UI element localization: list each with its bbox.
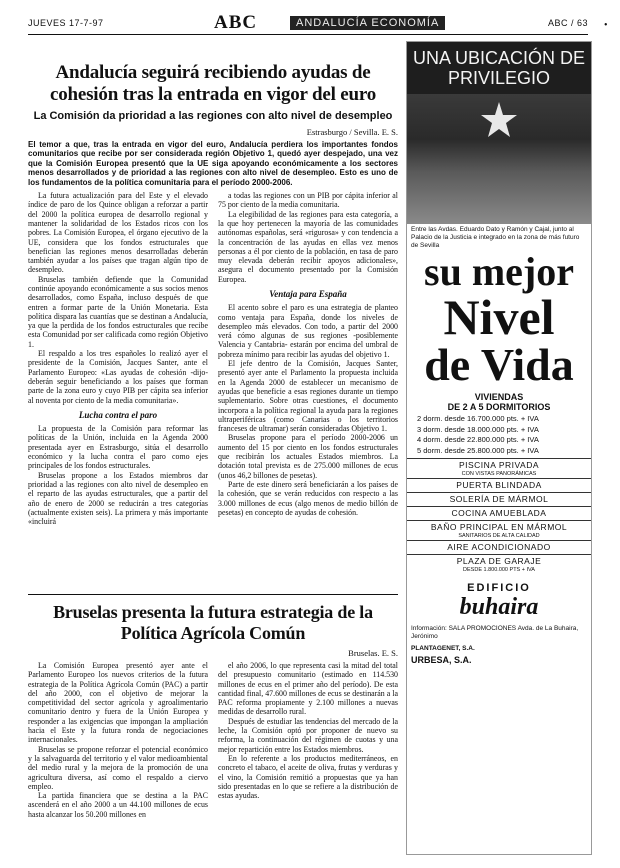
feature-item: SOLERÍA DE MÁRMOL — [407, 492, 591, 506]
paragraph: La Comisión Europea presentó ayer ante el Parlamento Europeo los nuevos criterios de la futura estrategia de la Política Agrícola Común (PAC) a partir del año 2000, con el objetivo de mejorar la competitividad del sector agrícola y agroalimentario comunitario dentro y fuera de la Unión Europea y responder a las exigencias que impongan la ampliación hacia el Este y la futura ronda de negociaciones internacionales. — [28, 661, 208, 745]
paragraph: Bruselas se propone reforzar el potencial económico y la salvaguarda del territorio y el valor medioambiental del medio rural y la mejora de la promoción de una agricultura diversa, así como el respaldo a ciervo empleo. — [28, 744, 208, 791]
ad-slogan-line-3: de Vida — [424, 339, 574, 390]
paragraph: El acento sobre el paro es una estrategia de planteo como ventaja para España, donde los niveles de desempleo más elevados. Con todo, a partir del 2000 verá cómo algunas de sus regiones -posiblemente Valencia y Cantabria- estarán por encima del umbral de pobreza mínimo para recibir las ayudas del objetivo 1. — [218, 303, 398, 359]
article-column-1 — [28, 661, 208, 819]
feature-item: AIRE ACONDICIONADO — [407, 540, 591, 554]
paragraph: a todas las regiones con un PIB por cápita inferior al 75 por ciento de la media comunitaria. — [218, 191, 398, 210]
feature-item: PUERTA BLINDADA — [407, 478, 591, 492]
paragraph: La elegibilidad de las regiones para esta categoría, a la que hoy pertenecen la mayoría de las comunidades autónomas españolas, será «rigurosa» y con tendencia a la concentración de las ayudas en ellas vez menos personas a él por ciento de la población, en tasa de paro muy elevada deberán recibir apoyos adicionales», asegura el documento presentado por la Comisión Europea. — [218, 209, 398, 284]
promoter-name: PLANTAGENET, S.A. — [411, 645, 475, 652]
page-header — [28, 14, 588, 35]
section-label: ANDALUCÍA ECONOMÍA — [290, 16, 445, 30]
feature-item: PISCINA PRIVADA CON VISTAS PANORÁMICAS — [407, 458, 591, 478]
column-heading: Ventaja para España — [269, 289, 347, 299]
real-estate-ad — [406, 41, 592, 855]
article-column-2 — [218, 191, 398, 526]
paragraph: el año 2006, lo que representa casi la mitad del total del presupuesto comunitario (estimado en 114.530 millones de ecus en el primer año del período). De esta cantidad final, 47.600 millones de ecus se destinarán a la PAC reforma propiamente y 2.100 millones a nuevas medidas de desarrollo rural. — [218, 661, 398, 717]
article-column-1 — [28, 191, 208, 526]
ad-headline: UNA UBICACIÓN DE PRIVILEGIO — [407, 42, 591, 94]
feature-item: BAÑO PRINCIPAL EN MÁRMOL SANITARIOS DE ALTA CALIDAD — [407, 520, 591, 540]
article-title: Andalucía seguirá recibiendo ayudas de cohesión tras la entrada en vigor del euro — [49, 62, 377, 105]
paragraph: Bruselas propone para el período 2000-2006 un aumento del 15 por ciento en los fondos estructurales que recibirán los actuales Estados miembros. La dotación total prevista es de 275.000 millones de ecus (unos 46,2 billones de pesetas). — [218, 433, 398, 480]
article-title: Bruselas presenta la futura estrategia de la Política Agrícola Común — [53, 602, 373, 643]
paragraph: En lo referente a los productos mediterráneos, en concreto el tabaco, el aceite de oliva, frutas y verduras y el vino, la Comisión remitió a propuestas que ya han sido presentadas en lo que se refiere a la distribución de estas ayudas. — [218, 753, 398, 801]
price-row: 2 dorm. desde 16.700.000 pts. + IVA — [417, 414, 539, 423]
paragraph: Bruselas también defiende que la Comunidad continúe apoyando económicamente a sus socios menos desarrollados, como España, incluso después de que entren a formar parte de la Unión Monetaria. Esta política dispara las cuantías que se destinan a Andalucía, ya que la perdida de los fondos estructurales que recibe esta Comunidad por ser calificada como región Objetivo 1. — [28, 274, 208, 349]
paragraph: La partida financiera que se destina a la PAC ascenderá en el año 2000 a un 44.100 millones de ecus hasta alcanzar los 50.200 millones en — [28, 791, 208, 819]
article-andalucia — [28, 62, 398, 526]
price-row: 5 dorm. desde 25.800.000 pts. + IVA — [417, 445, 539, 455]
ad-footer — [407, 621, 591, 668]
paragraph: La futura actualización para del Este y el elevado índice de paro de los Quince obligan a reforzar a partir del 2000 la política europea de desarrollo regional y mantener la solidaridad de los Estados ricos con los pobres. La Comisión Europea, el órgano ejecutivo de la UE, considera que los fondos estructurales que benefician las regiones menos desarrolladas deberán también ayudar a los países que tragan algún tipo de desempleo. — [28, 191, 208, 275]
corner-mark-icon: • — [604, 20, 608, 31]
star-emblem-icon — [479, 100, 519, 140]
newspaper-logo: ABC — [214, 12, 258, 33]
article-lead: El temor a que, tras la entrada en vigor del euro, Andalucía perdiera los importantes fondos comunitarios que recibe por ser considerada región Objetivo 1, quedó ayer despejado, una vez que la Comisión Europea presentó que la UE siga apoyando económicamente a los sectores menos desarrollados y de prioridad a las regiones con alto nivel de desempleo. Esto es uno de los fundamentos de la política comunitaria para el período 2000-2006. — [28, 140, 398, 187]
article-pac — [28, 602, 398, 819]
article-subtitle: La Comisión da prioridad a las regiones con alto nivel de desempleo — [33, 110, 393, 122]
page-number: ABC / 63 — [547, 18, 588, 28]
ad-slogan-line-1: su mejor — [424, 249, 574, 294]
article-byline: Estrasburgo / Sevilla. E. S. — [306, 127, 398, 137]
article-byline: Bruselas. E. S. — [348, 648, 398, 658]
ad-slogan-line-2: Nivel — [443, 289, 555, 345]
article-column-2 — [218, 661, 398, 819]
dormitorios-label: DE 2 A 5 DORMITORIOS — [447, 402, 551, 412]
info-line: Información: SALA PROMOCIONES Avda. de La Buhaira, Jerónimo — [411, 625, 579, 640]
ad-location-text: Entre las Avdas. Eduardo Dato y Ramón y Cajal, junto al Palacio de la Justicia e integrado en la zona de más futuro de Sevilla — [411, 226, 580, 249]
builder-name: URBESA, S.A. — [411, 655, 472, 665]
building-photo — [407, 94, 591, 224]
viviendas-label: VIVIENDAS — [474, 392, 524, 402]
feature-item: PLAZA DE GARAJE DESDE 1.800.000 PTS + IVA — [407, 554, 591, 574]
paragraph: Después de estudiar las tendencias del mercado de la leche, la Comisión optó por proponer de nuevo su reforma, la continuación del régimen de cuotas y una mejor repartición entre los Estados miembros. — [218, 716, 398, 754]
paragraph: Bruselas propone a los Estados miembros dar prioridad a las regiones con alto nivel de desempleo en el reparto de las ayudas estructurales, que a partir del año de enero de 2000 se reducirán a tres categorías (actualmente existen seis). La primera y más importante «incluirá — [28, 470, 208, 527]
article-divider — [28, 594, 398, 595]
price-row: 3 dorm. desde 18.000.000 pts. + IVA — [417, 424, 539, 434]
paragraph: El jefe dentro de la Comisión, Jacques Santer, presentó ayer ante el Parlamento la propuesta incluida en la Agenda 2000 de establecer un mecanismo de ayudas que beneficie a esas regiones durante un tiempo suplementario. Sobre otras cuestiones, el documento incorpora a la política regional la ayuda para la regiones ultraperiféricas (como Canarias o los territorios franceses de ultramar) serán consideradas Objetivo 1. — [218, 359, 398, 434]
paragraph: El respaldo a los tres españoles lo realizó ayer el presidente de la Comisión, Jacques Santer, ante el Parlamento Europeo: «Las ayudas de cohesión -dijo- deberán seguir beneficiando a los países que forman parte de la zona euro y cuyo PIB per cápita sea inferior al noventa por ciento de la media comunitaria». — [28, 349, 208, 405]
column-heading: Lucha contra el paro — [78, 409, 158, 420]
price-row: 4 dorm. desde 22.800.000 pts. + IVA — [417, 435, 539, 444]
feature-item: COCINA AMUEBLADA — [407, 506, 591, 520]
price-list — [407, 412, 591, 458]
paragraph: La propuesta de la Comisión para reformar las políticas de la Unión, incluida en la Agenda 2000 presentada ayer en Estrasburgo, sitúa el desarrollo económico y la lucha contra el paro como ejes principales de los fondos estructurales. — [28, 424, 208, 471]
paragraph: Parte de este dinero será beneficiarán a los países de la cohesión, que se verán reducidos con respecto a las 3.000 millones de ecus (algo menos de medio billón de pesetas) en concepto de ayudas de cohesión. — [218, 479, 398, 517]
issue-date: JUEVES 17-7-97 — [28, 18, 104, 28]
brand-logo: EDIFICIO buhaira — [459, 582, 539, 620]
